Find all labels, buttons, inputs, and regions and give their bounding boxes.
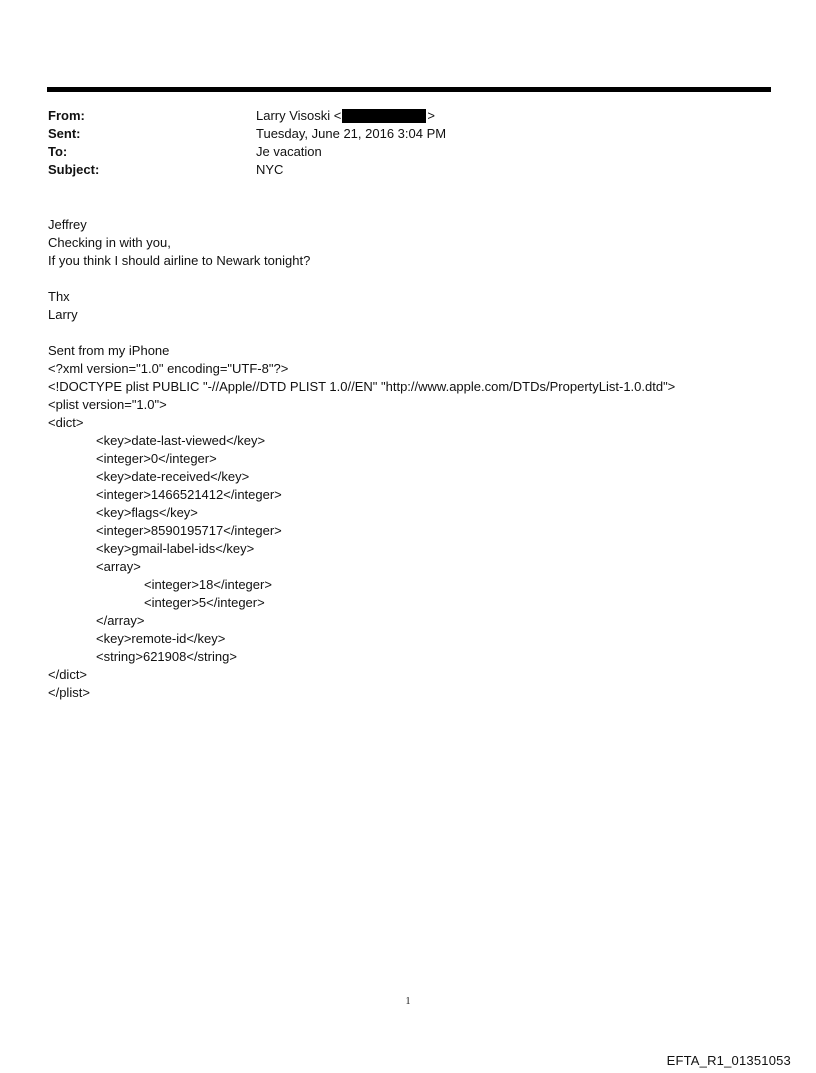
plist-key-date-last-viewed: <key>date-last-viewed</key> — [96, 433, 266, 448]
plist-key-remote-id: <key>remote-id</key> — [96, 631, 226, 646]
plist-array-integer: <integer>5</integer> — [144, 595, 265, 610]
sent-from-line: Sent from my iPhone — [48, 343, 170, 358]
plist-string: <string>621908</string> — [96, 649, 237, 664]
from-close-bracket: > — [427, 108, 435, 123]
subject-row — [48, 161, 748, 179]
plist-key-flags: <key>flags</key> — [96, 505, 198, 520]
from-value — [256, 107, 748, 125]
subject-label: Subject: — [48, 162, 100, 177]
to-value: Je vacation — [256, 144, 322, 159]
plist-integer: <integer>1466521412</integer> — [96, 487, 282, 502]
plist-array-open: <array> — [96, 559, 141, 574]
to-label: To: — [48, 144, 68, 159]
page-number: 1 — [405, 996, 411, 1007]
to-row — [48, 143, 748, 161]
sent-value: Tuesday, June 21, 2016 3:04 PM — [256, 126, 447, 141]
greeting: Jeffrey — [48, 217, 87, 232]
redacted-email — [342, 109, 426, 123]
doctype-line: <!DOCTYPE plist PUBLIC "-//Apple//DTD PLIST 1.0//EN" "http://www.apple.com/DTDs/PropertyList-1.0.dtd"> — [48, 379, 676, 394]
header-divider — [47, 87, 771, 92]
plist-key-gmail-label-ids: <key>gmail-label-ids</key> — [96, 541, 255, 556]
sent-row — [48, 125, 748, 143]
plist-close: </plist> — [48, 685, 90, 700]
plist-open: <plist version="1.0"> — [48, 397, 167, 412]
spacer — [48, 324, 788, 342]
thanks: Thx — [48, 289, 70, 304]
subject-value: NYC — [256, 162, 284, 177]
email-body — [48, 216, 788, 702]
body-line-1: Checking in with you, — [48, 235, 171, 250]
body-line-2: If you think I should airline to Newark tonight? — [48, 253, 311, 268]
plist-key-date-received: <key>date-received</key> — [96, 469, 250, 484]
plist-array-close: </array> — [96, 613, 145, 628]
signature: Larry — [48, 307, 78, 322]
spacer — [48, 270, 788, 288]
xml-declaration: <?xml version="1.0" encoding="UTF-8"?> — [48, 361, 289, 376]
from-label: From: — [48, 108, 85, 123]
plist-integer: <integer>8590195717</integer> — [96, 523, 282, 538]
dict-close: </dict> — [48, 667, 88, 682]
dict-open: <dict> — [48, 415, 84, 430]
from-row — [48, 107, 748, 125]
sent-label: Sent: — [48, 126, 81, 141]
email-header — [48, 107, 748, 179]
plist-integer: <integer>0</integer> — [96, 451, 217, 466]
document-id: EFTA_R1_01351053 — [666, 1053, 791, 1068]
from-name: Larry Visoski < — [256, 108, 342, 123]
plist-array-integer: <integer>18</integer> — [144, 577, 272, 592]
